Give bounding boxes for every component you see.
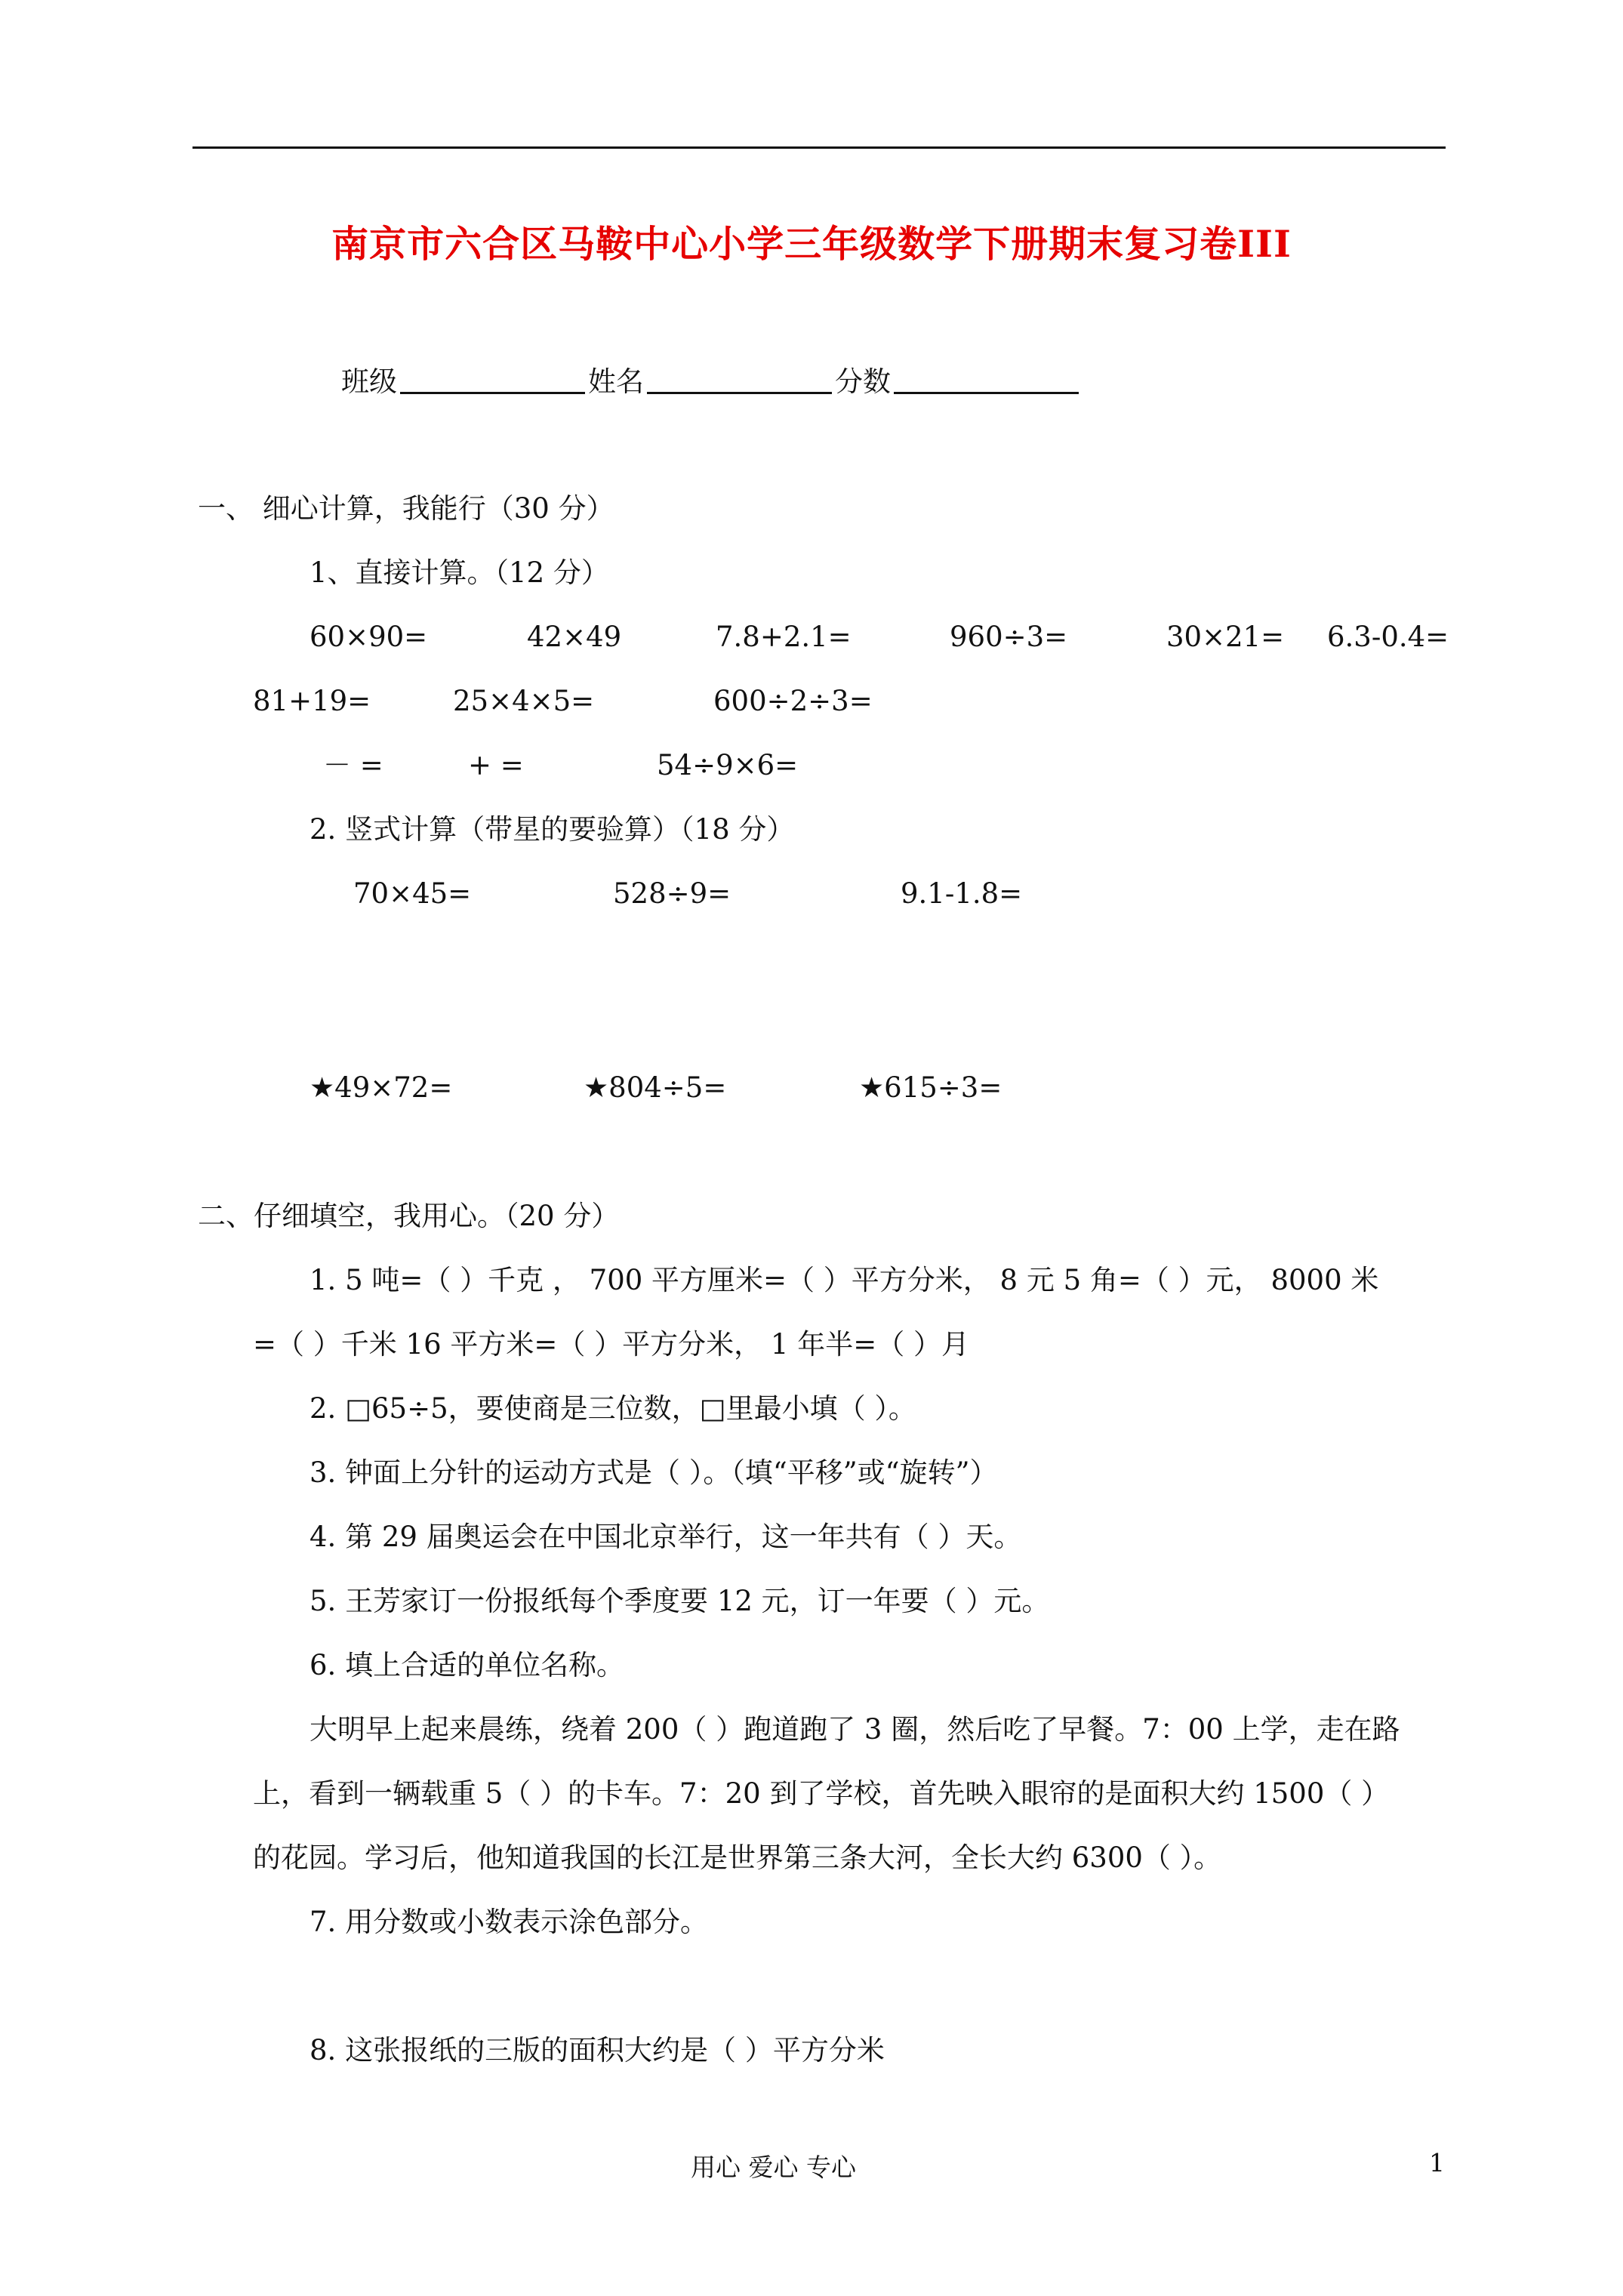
question-2-8: 8. 这张报纸的三版的面积大约是（ ）平方分米: [310, 2034, 885, 2066]
document-title: 南京市六合区马鞍中心小学三年级数学下册期末复习卷III: [331, 222, 1292, 266]
question-2-3: 3. 钟面上分针的运动方式是（ ）。（填“平移”或“旋转”）: [310, 1456, 998, 1489]
vertical-calc-item: 70×45=: [353, 877, 472, 910]
name-blank[interactable]: [647, 366, 832, 394]
question-2-6-paragraph-line2: 上，看到一辆载重 5（ ）的卡车。7：20 到了学校，首先映入眼帘的是面积大约 1500（ ）: [253, 1777, 1390, 1810]
question-2-4: 4. 第 29 届奥运会在中国北京举行，这一年共有（ ）天。: [310, 1521, 1022, 1553]
question-2-6-paragraph-line1: 大明早上起来晨练，绕着 200（ ）跑道跑了 3 圈，然后吃了早餐。7：00 上学，走在路: [310, 1713, 1400, 1746]
vertical-calc-item: 528÷9=: [613, 877, 731, 910]
question-2-5: 5. 王芳家订一份报纸每个季度要 12 元，订一年要（ ）元。: [310, 1585, 1050, 1617]
vertical-calc-item: ★49×72=: [310, 1071, 453, 1104]
student-info-line: [341, 366, 1082, 396]
question-2-2: 2. □65÷5，要使商是三位数，□里最小填（ ）。: [310, 1392, 916, 1425]
calc-item: 6.3-0.4=: [1327, 621, 1449, 653]
calc-item: 7.8+2.1=: [716, 621, 852, 653]
page-number: 1: [1429, 2148, 1445, 2177]
calc-item: 30×21=: [1166, 621, 1285, 653]
class-label: 班级: [341, 365, 397, 398]
score-label: 分数: [835, 365, 891, 398]
question-2-6: 6. 填上合适的单位名称。: [310, 1649, 625, 1681]
section-1-heading: 一、 细心计算，我能行（30 分）: [198, 492, 614, 525]
question-1-1-label: 1、直接计算。（12 分）: [310, 556, 609, 589]
vertical-calc-item: ★804÷5=: [584, 1071, 727, 1104]
calc-item: 42×49: [527, 621, 622, 653]
question-2-1-line2: =（ ）千米 16 平方米=（ ）平方分米， 1 年半=（ ）月: [253, 1328, 969, 1361]
calc-item: － =: [323, 749, 383, 781]
calc-item: 54÷9×6=: [657, 749, 799, 781]
score-blank[interactable]: [894, 366, 1079, 394]
calc-item: + =: [468, 749, 524, 781]
question-2-7: 7. 用分数或小数表示涂色部分。: [310, 1906, 709, 1938]
calc-item: 960÷3=: [950, 621, 1068, 653]
question-2-1-line1: 1. 5 吨=（ ）千克 ， 700 平方厘米=（ ）平方分米， 8 元 5 角=（ ）元， 8000 米: [310, 1264, 1379, 1296]
vertical-calc-item: ★615÷3=: [859, 1071, 1002, 1104]
calc-item: 81+19=: [253, 685, 371, 717]
calc-item: 600÷2÷3=: [713, 685, 873, 717]
calc-item: 60×90=: [310, 621, 428, 653]
footer-motto: 用心 爱心 专心: [691, 2153, 856, 2182]
section-2-heading: 二、仔细填空，我用心。（20 分）: [198, 1200, 620, 1232]
vertical-calc-item: 9.1-1.8=: [901, 877, 1023, 910]
question-2-6-paragraph-line3: 的花园。学习后，他知道我国的长江是世界第三条大河，全长大约 6300（ ）。: [253, 1841, 1222, 1874]
question-1-2-label: 2. 竖式计算（带星的要验算）（18 分）: [310, 813, 795, 846]
calc-item: 25×4×5=: [453, 685, 595, 717]
name-label: 姓名: [588, 365, 644, 398]
class-blank[interactable]: [400, 366, 585, 394]
header-rule: [192, 146, 1446, 149]
